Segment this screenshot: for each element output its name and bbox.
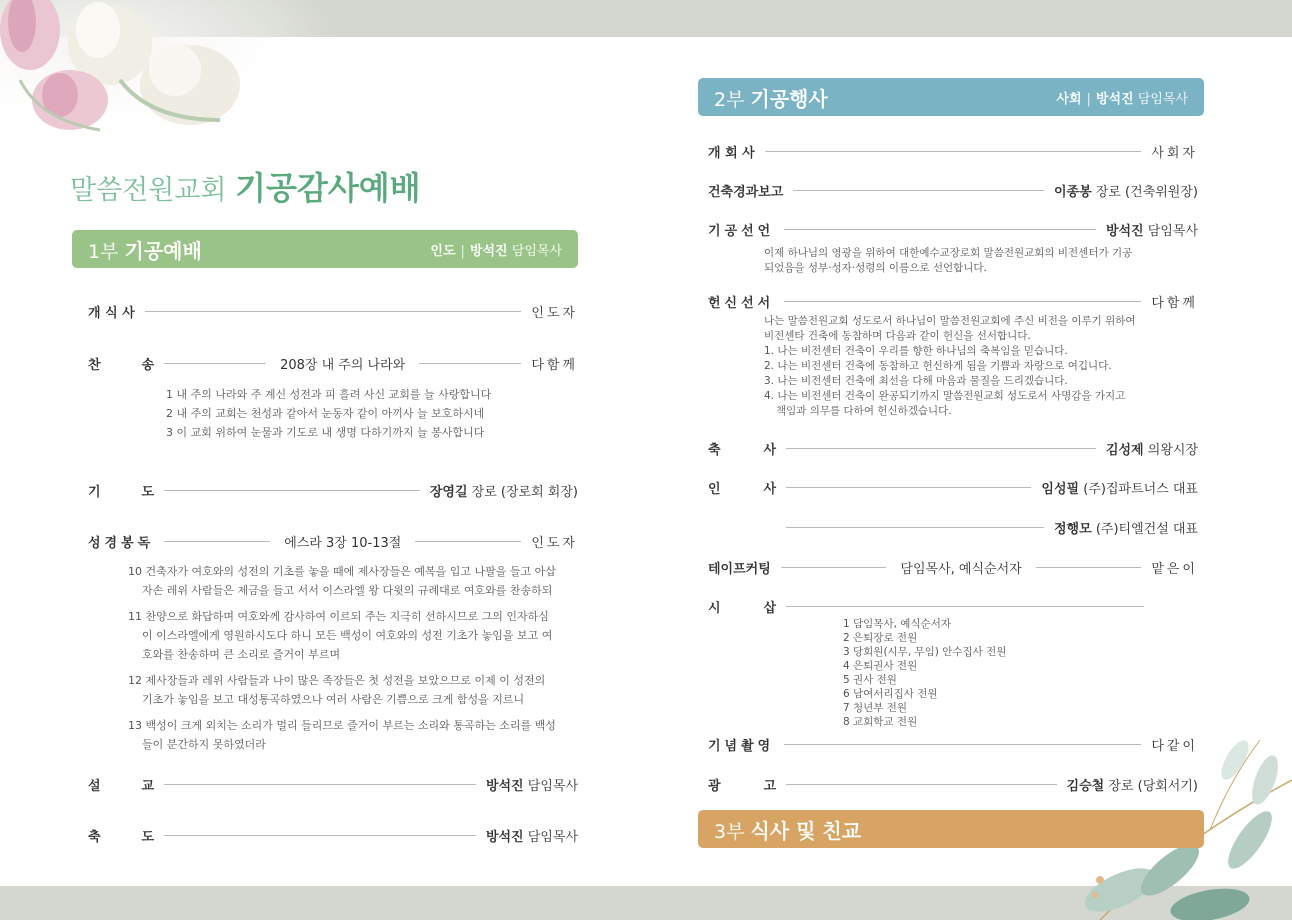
part2-declaration-row: 기공선언 방석진 담임목사 bbox=[708, 223, 1198, 239]
part3-header: 3부 식사 및 친교 bbox=[698, 810, 1204, 848]
hymn-lyrics: 1 내 주의 나라와 주 계신 성전과 피 흘려 사신 교회를 늘 사랑합니다 2 내 주의 교회는 천성과 같아서 눈동자 같이 아끼사 늘 보호하시네 3 이 교회 위하여 눈물과 기도로 내 생명 다하기까지 늘 봉사합니다 bbox=[166, 388, 492, 439]
verse-11: 11 찬양으로 화답하며 여호와께 감사하여 이르되 주는 지극히 선하시므로 그의 인자하심 이 이스라엘에게 영원하시도다 하니 모든 백성이 여호와의 성전 기초가 놓임을 보고 여 호와를 찬송하며 큰 소리로 즐거이 부르며 bbox=[128, 610, 553, 661]
part2-opening-row: 개 회 사 사회자 bbox=[708, 145, 1198, 161]
part2-congrats-row: 축 사 김성제 의왕시장 bbox=[708, 442, 1198, 458]
part1-prayer-row: 기 도 장영길 장로 (장로회 회장) bbox=[88, 484, 578, 500]
part2-tape-row: 테이프커팅 담임목사, 예식순서자 맡은이 bbox=[708, 561, 1198, 577]
part1-hymn-row: 찬 송 208장 내 주의 나라와 다함께 bbox=[88, 357, 578, 373]
part2-shovel-row: 시 삽 bbox=[708, 596, 1144, 616]
part2-report-row: 건축경과보고 이종봉 장로 (건축위원장) bbox=[708, 184, 1198, 200]
verse-10: 10 건축자가 여호와의 성전의 기초를 놓을 때에 제사장들은 예복을 입고 나팔을 들고 아삽 자손 레위 사람들은 제금을 들고 서서 이스라엘 왕 다윗의 규례대로 여호와를 찬송하되 bbox=[128, 565, 556, 597]
part1-benediction-row: 축 도 방석진 담임목사 bbox=[88, 829, 578, 845]
verse-12: 12 제사장들과 레위 사람들과 나이 많은 족장들은 첫 성전을 보았으므로 이제 이 성전의 기초가 놓임을 보고 대성통곡하였으나 여러 사람은 기쁨으로 크게 함성을 지르니 bbox=[128, 674, 546, 706]
part1-header: 1부 기공예배 인도 | 방석진 담임목사 bbox=[72, 230, 578, 268]
part1-scripture-row: 성경봉독 에스라 3장 10-13절 인도자 bbox=[88, 535, 578, 551]
part2-dedication-row: 헌신선서 다함께 bbox=[708, 295, 1198, 311]
part2-notice-row: 광 고 김승철 장로 (당회서기) bbox=[708, 778, 1198, 794]
part2-greetings-row: 인 사 임성필 (주)집파트너스 대표 bbox=[708, 481, 1198, 497]
part2-greetings2-row: 정행모 (주)티엘건설 대표 bbox=[786, 517, 1198, 537]
declaration-text: 이제 하나님의 영광을 위하여 대한예수교장로회 말씀전원교회의 비전센터가 기공 되었음을 성부·성자·성령의 이름으로 선언합니다. bbox=[764, 247, 1133, 274]
part1-opening-row: 개 식 사 인도자 bbox=[88, 305, 578, 321]
scripture-verses bbox=[128, 562, 556, 754]
tulip-decoration bbox=[0, 0, 340, 150]
part1-sermon-row: 설 교 방석진 담임목사 bbox=[88, 778, 578, 794]
part2-photo-row: 기념촬영 다같이 bbox=[708, 738, 1198, 754]
page-title: 말씀전원교회 기공감사예배 bbox=[70, 169, 421, 207]
dedication-text: 나는 말씀전원교회 성도로서 하나님이 말씀전원교회에 주신 비전을 이루기 위하여 비전센타 건축에 동참하며 다음과 같이 헌신을 선서합니다. 1. 나는 비전센터 건축이 우리를 향한 하나님의 축복임을 믿습니다. 2. 나는 비전센터 건축에 동참하고 헌신하게 됨을 기쁨과 자랑으로 여깁니다. 3. 나는 비전센터 건축에 최선을 다해 마음과 물질을 드리겠습니다. 4. 나는 비전센터 건축이 완공되기까지 말씀전원교회 성도로서 사명감을 가지고 책임과 의무를 다하여 헌신하겠습니다. bbox=[764, 315, 1136, 417]
part2-header: 2부 기공행사 사회 | 방석진 담임목사 bbox=[698, 78, 1204, 116]
shovel-list: 1 담임목사, 예식순서자 2 은퇴장로 전원 3 당회원(시무, 무임) 안수집사 전원 4 은퇴권사 전원 5 권사 전원 6 남여서리집사 전원 7 청년부 전원 8 교회학교 전원 bbox=[843, 618, 1007, 728]
verse-13: 13 백성이 크게 외치는 소리가 멀리 들리므로 즐거이 부르는 소리와 통곡하는 소리를 백성 들이 분간하지 못하였더라 bbox=[128, 719, 556, 751]
